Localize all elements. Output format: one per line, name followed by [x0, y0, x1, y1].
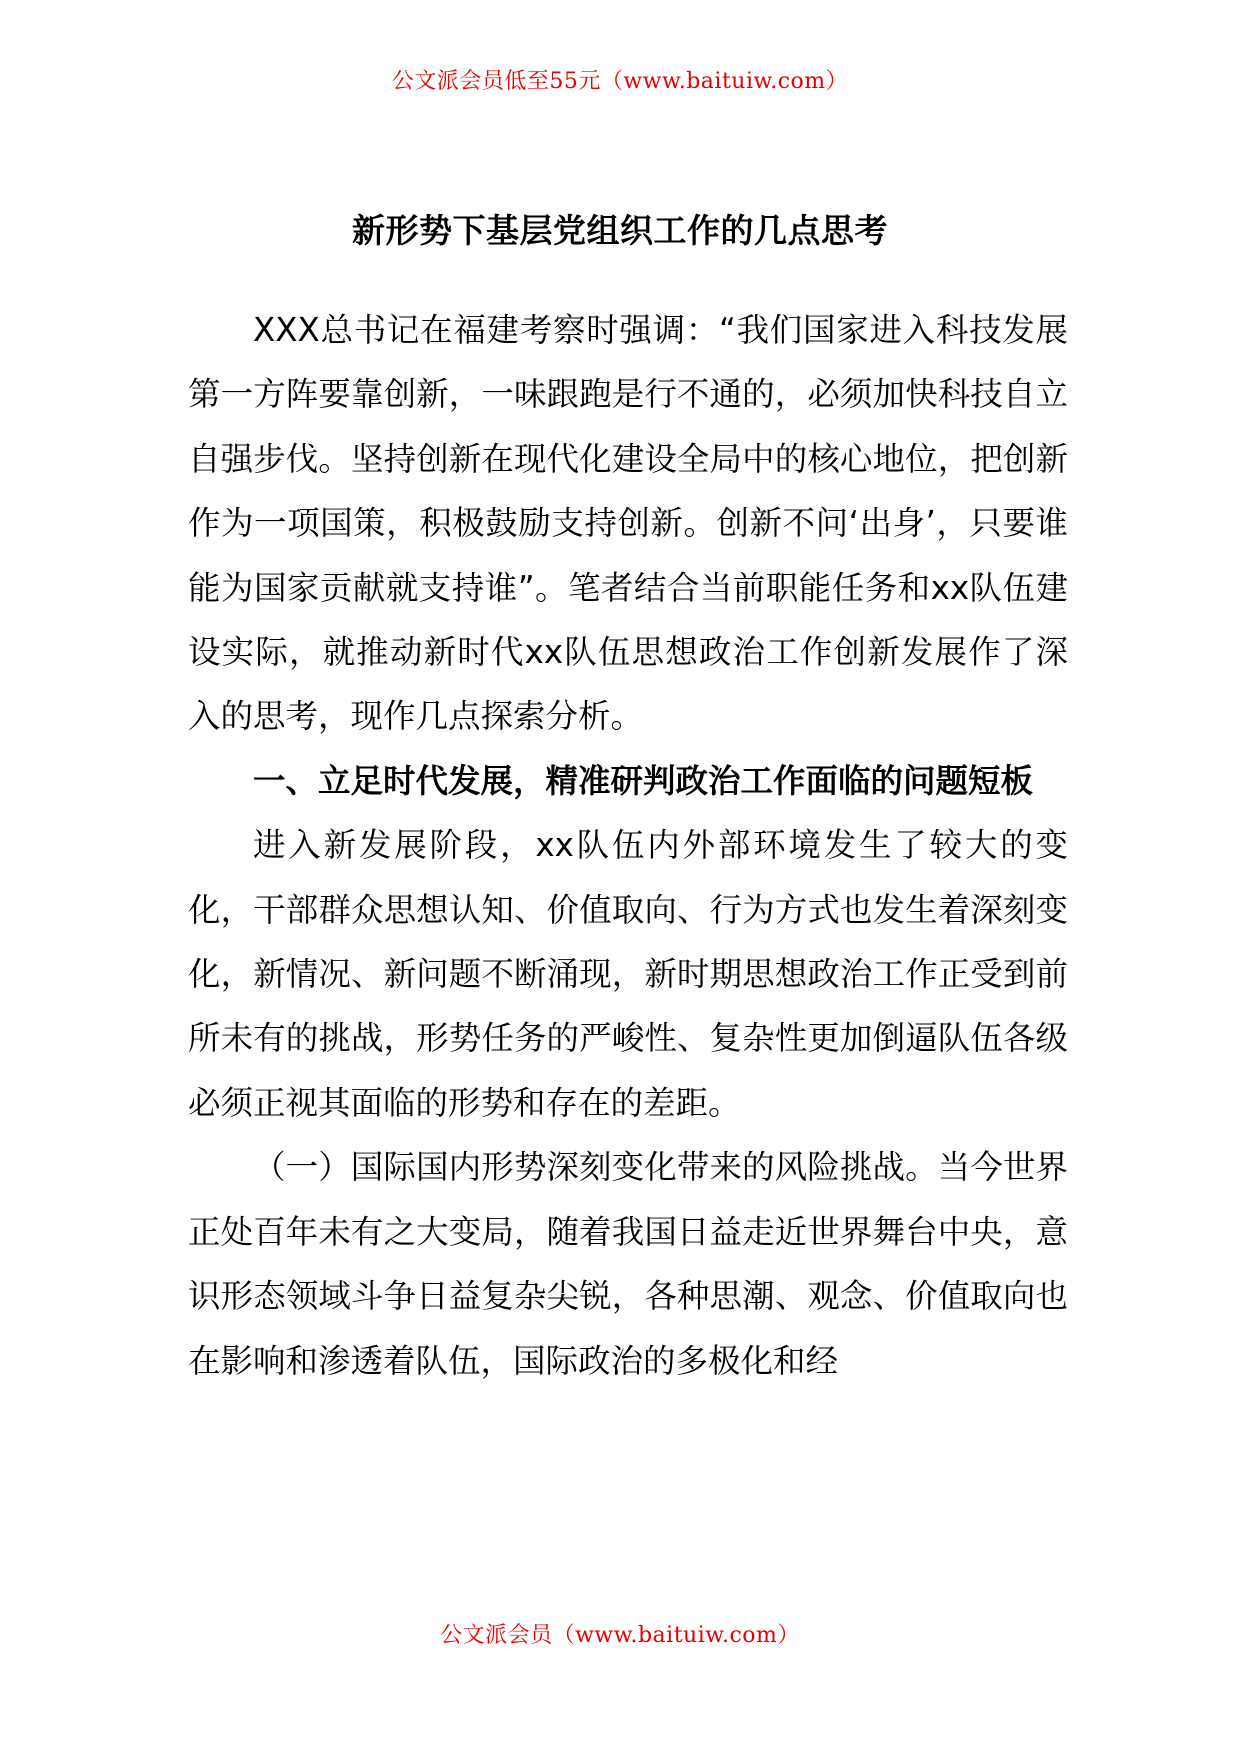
document-body — [188, 298, 1068, 1393]
intro-paragraph: XXX总书记在福建考察时强调：“我们国家进入科技发展第一方阵要靠创新，一味跟跑是行不通的，必须加快科技自立自强步伐。坚持创新在现代化建设全局中的核心地位，把创新作为一项国策，积极鼓励支持创新。创新不问‘出身’，只要谁能为国家贡献就支持谁”。笔者结合当前职能任务和xx队伍建设实际，就推动新时代xx队伍思想政治工作创新发展作了深入的思考，现作几点探索分析。 — [188, 311, 1068, 736]
section-heading-1: 一、立足时代发展，精准研判政治工作面临的问题短板 — [253, 761, 1034, 800]
header-watermark-banner: 公文派会员低至55元（www.baituiw.com） — [391, 69, 849, 94]
section-1-paragraph: 进入新发展阶段，xx队伍内外部环境发生了较大的变化，干部群众思想认知、价值取向、行为方式也发生着深刻变化，新情况、新问题不断涌现，新时期思想政治工作正受到前所未有的挑战，形势任务的严峻性、复杂性更加倒逼队伍各级必须正视其面临的形势和存在的差距。 — [188, 826, 1068, 1122]
document-title: 新形势下基层党组织工作的几点思考 — [352, 211, 888, 250]
footer-watermark-banner: 公文派会员（www.baituiw.com） — [440, 1623, 800, 1648]
subsection-1-paragraph: （一）国际国内形势深刻变化带来的风险挑战。当今世界正处百年未有之大变局，随着我国日益走近世界舞台中央，意识形态领域斗争日益复杂尖锐，各种思潮、观念、价值取向也在影响和渗透着队伍，国际政治的多极化和经 — [188, 1148, 1068, 1380]
